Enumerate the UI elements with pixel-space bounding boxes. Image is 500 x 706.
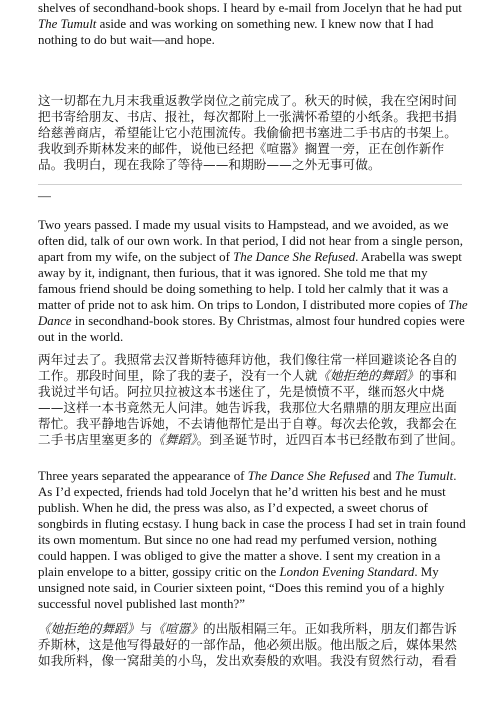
section-break-dash: —	[38, 189, 51, 203]
text-span: 两年过去了。我照常去汉普斯特德拜访他，我们像往常一样回避谈论各自的工作。那段时间里，除了我的妻子，没有一个人就	[38, 352, 457, 383]
book-title: 《喧嚣》	[152, 621, 204, 636]
chinese-paragraph-1: 这一切都在九月末我重返教学岗位之前完成了。秋天的时候，我在空闲时间把书寄给朋友、书店、报社，每次都附上一张满怀希望的小纸条。我把书捐给慈善商店，希望能让它小范围流传。我偷偷把书塞进二手书店的书架上。我收到乔斯林发来的邮件，说他已经把《喧嚣》搁置一旁，正在创作新作品。我明白，现在我除了等待——和期盼——之外无事可做。	[38, 93, 457, 172]
text-span: shelves of secondhand-book shops. I heard by e-mail from Jocelyn that he had put	[38, 1, 462, 15]
text-span: 的事和我说过半句话。阿拉贝拉被这本书迷住了，先是愤愤不平，继而怒火中烧——这样一本书竟然无人问津。她告诉我，我那位大名鼎鼎的朋友理应出面帮忙。我平静地告诉她，不去请他帮忙是出于自尊。每次去伦敦，我都会在二手书店里塞更多的	[38, 368, 457, 447]
text-span: 与	[139, 621, 153, 636]
english-paragraph-2	[38, 217, 468, 345]
book-title: The Tumult	[38, 17, 97, 31]
text-span: and	[369, 469, 395, 483]
english-paragraph-3	[38, 468, 468, 612]
english-paragraph-1	[38, 0, 468, 48]
book-title: The Tumult	[394, 469, 454, 483]
chinese-paragraph-3	[38, 621, 468, 669]
text-span: 。到圣诞节时，近四百本书已经散布到了世间。	[196, 432, 464, 447]
book-title: 《她拒绝的舞蹈》	[38, 621, 140, 636]
text-span: . As I’d expected, friends had told Jocelyn that he’d written his best and he must publish. When he did, the press was also, as I’d expected, a sweet chorus of songbirds in fluting ecstasy. I hung back in case the process I had set in train found its own momentum. But since no one had read my perfumed version, nothing could happen. I was obliged to give the matter a shove. I sent my creation in a plain envelope to a bitter, gossipy critic on the	[38, 469, 466, 579]
text-span: . Arabella was swept away by it, indignant, then furious, that it was ignored. She told me that my famous friend should be doing something to help. I told her calmly that it was a matter of pride not to ask him. On trips to London, I distributed more copies of	[38, 250, 462, 312]
publication-title: London Evening Standard	[279, 565, 415, 579]
text-span: Two years passed. I made my usual visits to Hampstead, and we avoided, as we often did, talk of our own work. In that period, I did not hear from a single person, apart from my wife, on the subject of	[38, 218, 463, 264]
chinese-paragraph-2	[38, 352, 468, 448]
book-title: The Dance	[38, 298, 468, 328]
text-span: Three years separated the appearance of	[38, 469, 248, 483]
book-title: The Dance She Refused	[247, 469, 370, 483]
text-span: . My unsigned note said, in Courier sixteen point, “Does this remind you of a highly successful novel published last month?”	[38, 565, 445, 611]
book-title: 《舞蹈》	[152, 432, 197, 447]
text-span: 的出版相隔三年。正如我所料，朋友们都告诉乔斯林，这是他写得最好的一部作品，他必须出版。他出版之后，媒体果然如我所料，像一窝甜美的小鸟，发出欢奏般的欢唱。我没有贸然行动，看看	[38, 621, 457, 668]
text-span: in secondhand-book stores. By Christmas, almost four hundred copies were out in the world.	[38, 314, 465, 344]
book-title: The Dance She Refused	[233, 250, 356, 264]
text-span: aside and was working on something new. I knew now that I had nothing to do but wait—and hope.	[38, 17, 434, 47]
section-divider	[38, 184, 462, 185]
book-title: 《她拒绝的舞蹈》	[317, 368, 419, 383]
